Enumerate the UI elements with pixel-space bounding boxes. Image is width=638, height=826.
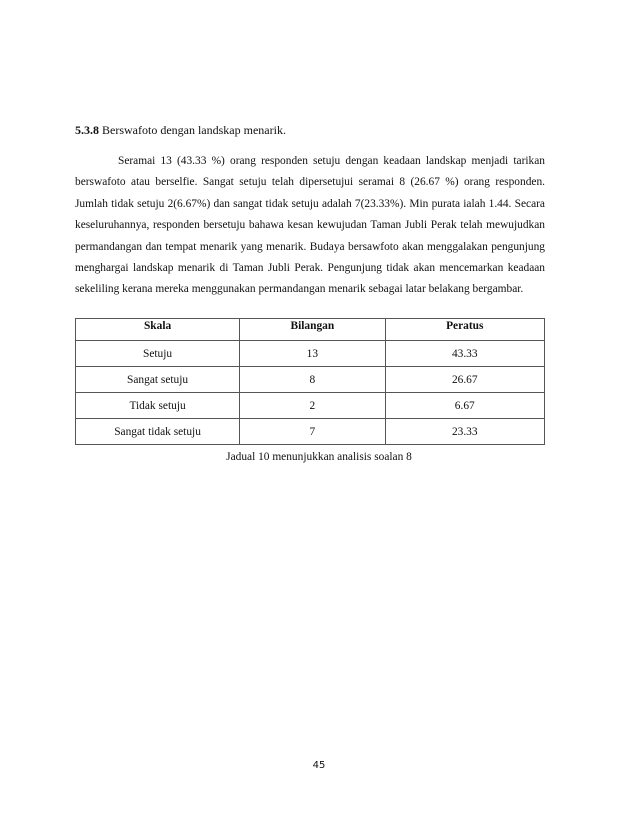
paragraph-text: Seramai 13 (43.33 %) orang responden setuju dengan keadaan landskap menjadi tarikan berswafoto atau berselfie. Sangat setuju telah dipersetujui seramai 8 (26.67 %) orang responden. Jumlah tidak setuju 2(6.67%) dan sangat tidak setuju adalah 7(23.33%). Min purata ialah 1.44. Secara keseluruhannya, responden bersetuju bahawa kesan kewujudan Taman Jubli Perak telah mewujudkan permandangan dan tempat menarik yang menarik. Budaya bersawfoto akan menggalakan pengunjung menghargai landskap menarik di Taman Jubli Perak. Pengunjung tidak akan mencemarkan keadaan sekeliling kerana mereka menggunakan permandangan menarik sebagai latar belakang bergambar. — [75, 155, 545, 296]
header-skala: Skala — [76, 319, 240, 341]
cell-skala: Setuju — [76, 341, 240, 367]
table-row — [76, 341, 545, 367]
table-header-row — [76, 319, 545, 341]
section-heading — [75, 123, 286, 138]
cell-peratus: 23.33 — [385, 419, 544, 445]
table-row — [76, 393, 545, 419]
cell-peratus: 43.33 — [385, 341, 544, 367]
cell-skala: Tidak setuju — [76, 393, 240, 419]
header-bilangan: Bilangan — [240, 319, 385, 341]
section-title: Berswafoto dengan landskap menarik. — [102, 123, 286, 137]
section-number: 5.3.8 — [75, 123, 99, 137]
cell-bilangan: 7 — [240, 419, 385, 445]
cell-peratus: 26.67 — [385, 367, 544, 393]
cell-bilangan: 2 — [240, 393, 385, 419]
header-peratus: Peratus — [385, 319, 544, 341]
table-caption: Jadual 10 menunjukkan analisis soalan 8 — [226, 451, 412, 463]
cell-bilangan: 8 — [240, 367, 385, 393]
body-paragraph — [75, 151, 545, 301]
cell-skala: Sangat setuju — [76, 367, 240, 393]
table-row — [76, 367, 545, 393]
table-row — [76, 419, 545, 445]
cell-bilangan: 13 — [240, 341, 385, 367]
cell-skala: Sangat tidak setuju — [76, 419, 240, 445]
cell-peratus: 6.67 — [385, 393, 544, 419]
results-table — [75, 318, 545, 445]
page-number: 45 — [312, 760, 326, 771]
